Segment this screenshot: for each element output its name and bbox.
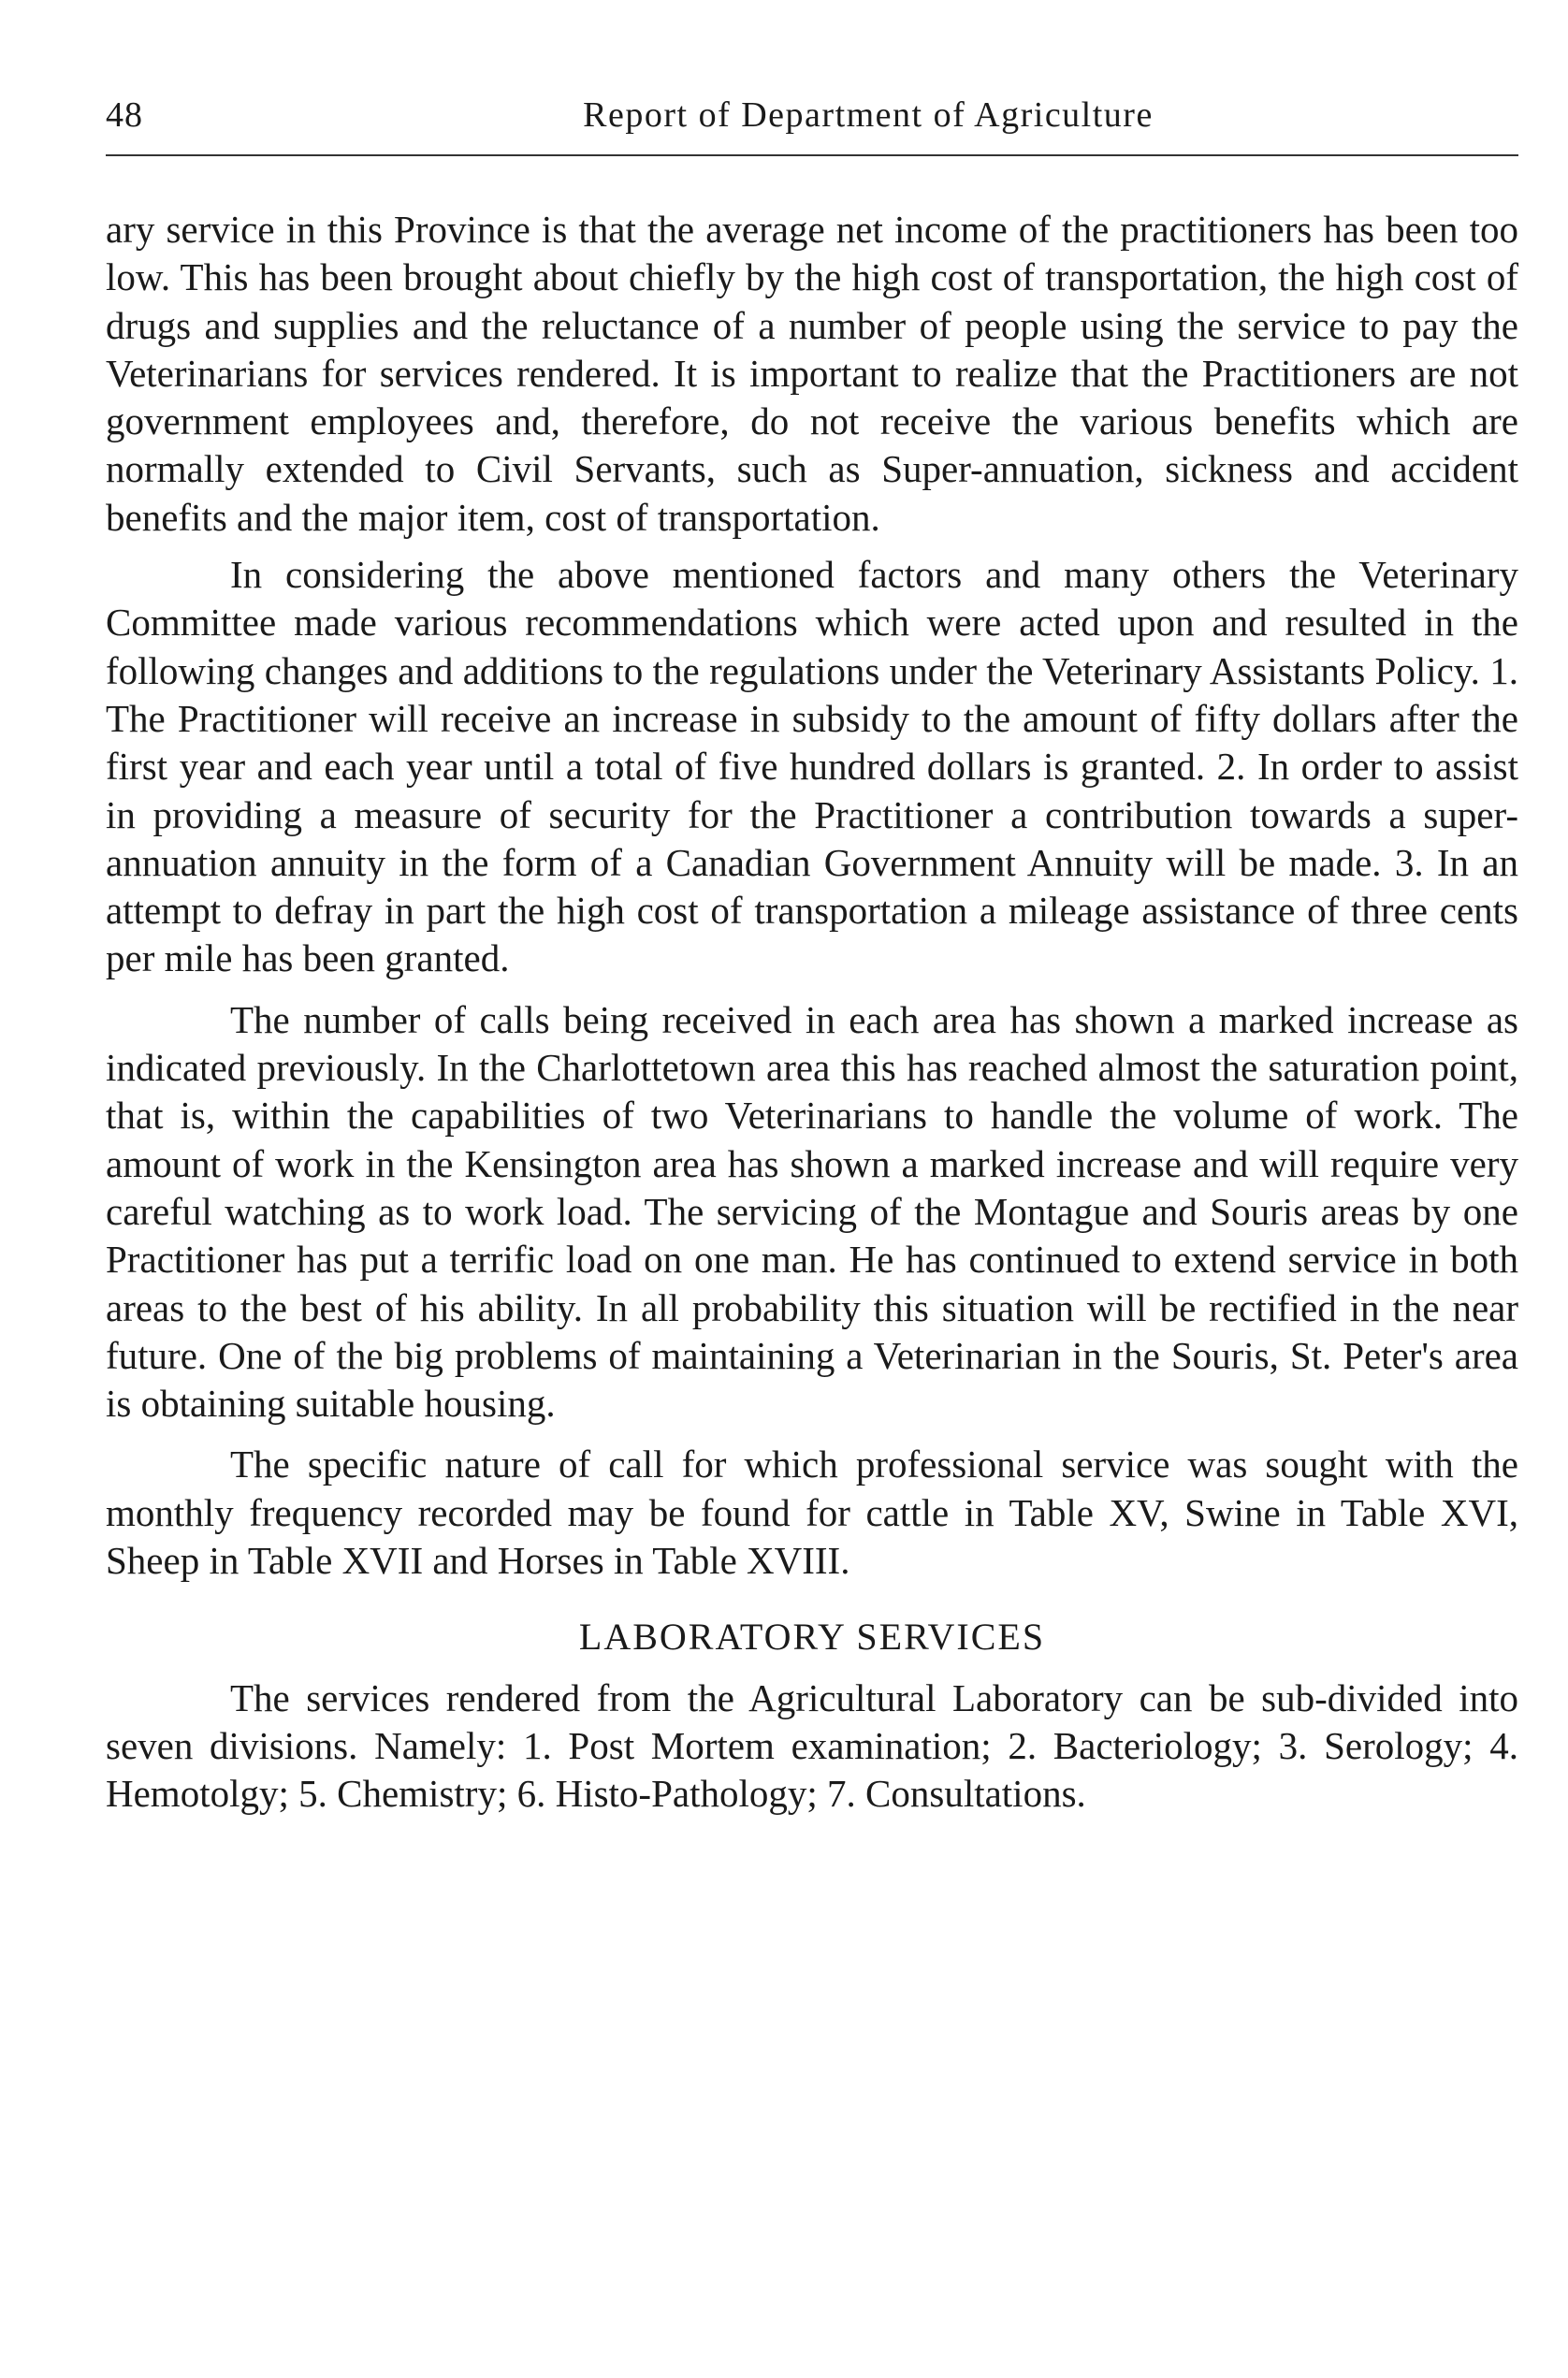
- page-number: 48: [106, 95, 143, 135]
- paragraph-continued: ary service in this Province is that the average net income of the practitioners has been too low. This has been brought about chiefly by the high cost of transportation, the high cost of drugs and supplies and the reluctance of a number of people using the service to pay the Veterinarians for services rendered. It is important to realize that the Practitioners are not government employees and, therefore, do not receive the various benefits which are normally extended to Civil Servants, such as Super-annuation, sickness and accident benefits and the major item, cost of transportation.: [106, 208, 1518, 539]
- paragraph-calls: The number of calls being received in each area has shown a marked increase as indicated previously. In the Charlottetown area this has reached almost the saturation point, that is, within the capabilities of two Veterinarians to handle the volume of work. The amount of work in the Kensington area has shown a marked increase and will require very careful watching as to work load. The servicing of the Montague and Souris areas by one Practitioner has put a terrific load on one man. He has continued to extend service in both areas to the best of his ability. In all probability this situation will be rectified in the near future. One of the big problems of maintaining a Veterinarian in the Souris, St. Peter's area is obtaining suitable housing.: [106, 997, 1518, 1426]
- paragraph-recommendations: In considering the above mentioned factors and many others the Veterinary Committee made various recommendations which were acted upon and resulted in the following changes and additions to the regulations under the Veterinary Assistants Policy. 1. The Practitioner will receive an increase in subsidy to the amount of fifty dollars after the first year and each year until a total of five hundred dollars is granted. 2. In order to assist in providing a measure of security for the Practitioner a contribution towards a super-annuation annuity in the form of a Canadian Government Annuity will be made. 3. In an attempt to defray in part the high cost of transportation a mileage assistance of three cents per mile has been granted.: [106, 553, 1518, 980]
- body-text: [106, 206, 1518, 1832]
- page-header: [106, 89, 1518, 154]
- document-page: [106, 89, 1518, 1816]
- header-rule: [106, 154, 1518, 156]
- paragraph-tables: The specific nature of call for which professional service was sought with the monthly frequency recorded may be found for cattle in Table XV, Swine in Table XVI, Sheep in Table XVII and Horses in Table XVIII.: [106, 1443, 1518, 1583]
- section-heading: LABORATORY SERVICES: [578, 1616, 1046, 1659]
- paragraph-laboratory: The services rendered from the Agricultural Laboratory can be sub-divided into seven divisions. Namely: 1. Post Mortem examination; 2. Bacteriology; 3. Serology; 4. Hemotolgy; 5. Chemistry; 6. Histo-Pathology; 7. Consultations.: [106, 1675, 1518, 1816]
- running-title: Report of Department of Agriculture: [583, 95, 1154, 135]
